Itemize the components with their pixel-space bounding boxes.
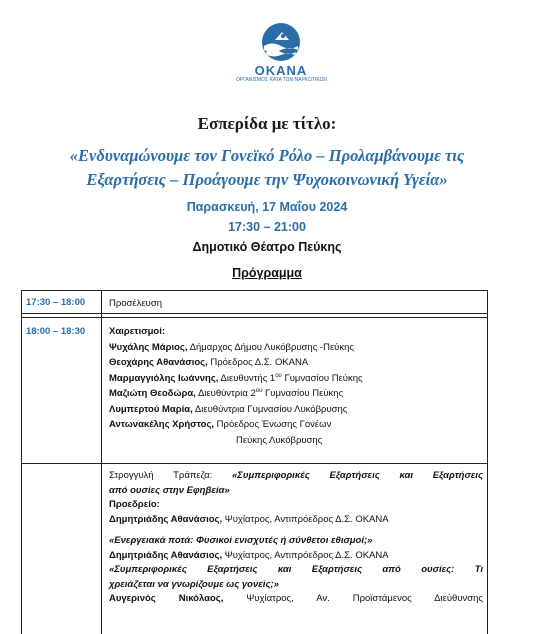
- talk-2-title-line-1: «Συμπεριφορικές Εξαρτήσεις και Εξαρτήσεις από ουσίες: Τι: [109, 564, 483, 575]
- speaker-role-continuation: Πεύκης Λυκόβρυσης: [236, 434, 323, 446]
- talk-2-speaker: Αυγερινός Νικόλαος, Ψυχίατρος, Αν. Προϊστάμενος Διεύθυνσης: [109, 593, 483, 604]
- logo-name: OKANA: [254, 63, 308, 78]
- presidium-label: Προεδρείο:: [109, 499, 160, 510]
- event-venue: Δημοτικό Θέατρο Πεύκης: [192, 240, 342, 254]
- talk-1-speaker: Δημητριάδης Αθανάσιος, Ψυχίατρος, Αντιπρόεδρος Δ.Σ. ΟΚΑΝΑ: [109, 549, 389, 561]
- okana-logo: [236, 22, 326, 100]
- event-date: Παρασκευή, 17 Μαΐου 2024: [186, 200, 348, 214]
- greetings-label: Χαιρετισμοί:: [109, 326, 165, 337]
- talk-1-title: «Ενεργειακά ποτά: Φυσικοί ενισχυτές ή σύνθετοι εθισμοί;»: [109, 535, 373, 546]
- speaker-row: Μαζιώτη Θεοδώρα, Διευθύντρια $2^{o\upsilon}$ Γυμνασίου Πεύκης: [109, 387, 344, 399]
- row-divider: [22, 463, 487, 464]
- event-subtitle-line-1: «Ενδυναμώνουμε τον Γονεϊκό Ρόλο – Προλαμβάνουμε τις: [69, 146, 465, 165]
- speaker-row: Αντωνακέλης Χρήστος, Πρόεδρος Ένωσης Γονέων: [109, 419, 332, 430]
- speaker-row: Ψυχάλης Μάριος, Δήμαρχος Δήμου Λυκόβρυσης -Πεύκης: [109, 341, 354, 353]
- speaker-row: Λυμπερτού Μαρία, Διευθύντρια Γυμνασίου Λυκόβρυσης: [109, 403, 348, 415]
- logo-subtitle: ΟΡΓΑΝΙΣΜΟΣ ΚΑΤΑ ΤΩΝ ΝΑΡΚΩΤΙΚΩΝ: [236, 77, 328, 83]
- round-table-title-line-2: από ουσίες στην Εφηβεία»: [109, 484, 230, 496]
- round-table-title-line-1: Στρογγυλή Τράπεζα: «Συμπεριφορικές Εξαρτήσεις και Εξαρτήσεις: [109, 470, 484, 481]
- time-cell: 17:30 – 18:00: [26, 297, 86, 308]
- speaker-row: Θεοχάρης Αθανάσιος, Πρόεδρος Δ.Σ. ΟΚΑΝΑ: [109, 357, 309, 368]
- event-subtitle-line-2: Εξαρτήσεις – Προάγουμε την Ψυχοκοινωνική Υγεία»: [86, 170, 448, 189]
- schedule-table: [21, 290, 488, 634]
- talk-2-title-line-2: χρειάζεται να γνωρίζουμε ως γονείς;»: [109, 578, 279, 590]
- schedule-item-greetings: [109, 324, 483, 448]
- time-cell: 18:00 – 18:30: [26, 326, 86, 337]
- event-title: Εσπερίδα με τίτλο:: [197, 114, 337, 133]
- speaker-row: Μαρμαγγιόλης Ιωάννης, Διευθυντής $1^{o\upsilon}$ Γυμνασίου Πεύκης: [109, 372, 363, 384]
- presidium-member: Δημητριάδης Αθανάσιος, Ψυχίατρος, Αντιπρόεδρος Δ.Σ. ΟΚΑΝΑ: [109, 513, 389, 525]
- row-divider: [22, 313, 487, 314]
- arrival-label: Προσέλευση: [109, 298, 162, 309]
- program-heading: Πρόγραμμα: [232, 266, 302, 280]
- schedule-item-round-table: [109, 469, 483, 607]
- schedule-item-arrival: [109, 296, 483, 312]
- event-time: 17:30 – 21:00: [228, 220, 306, 234]
- row-divider: [22, 317, 487, 318]
- okana-emblem-icon: [260, 22, 302, 62]
